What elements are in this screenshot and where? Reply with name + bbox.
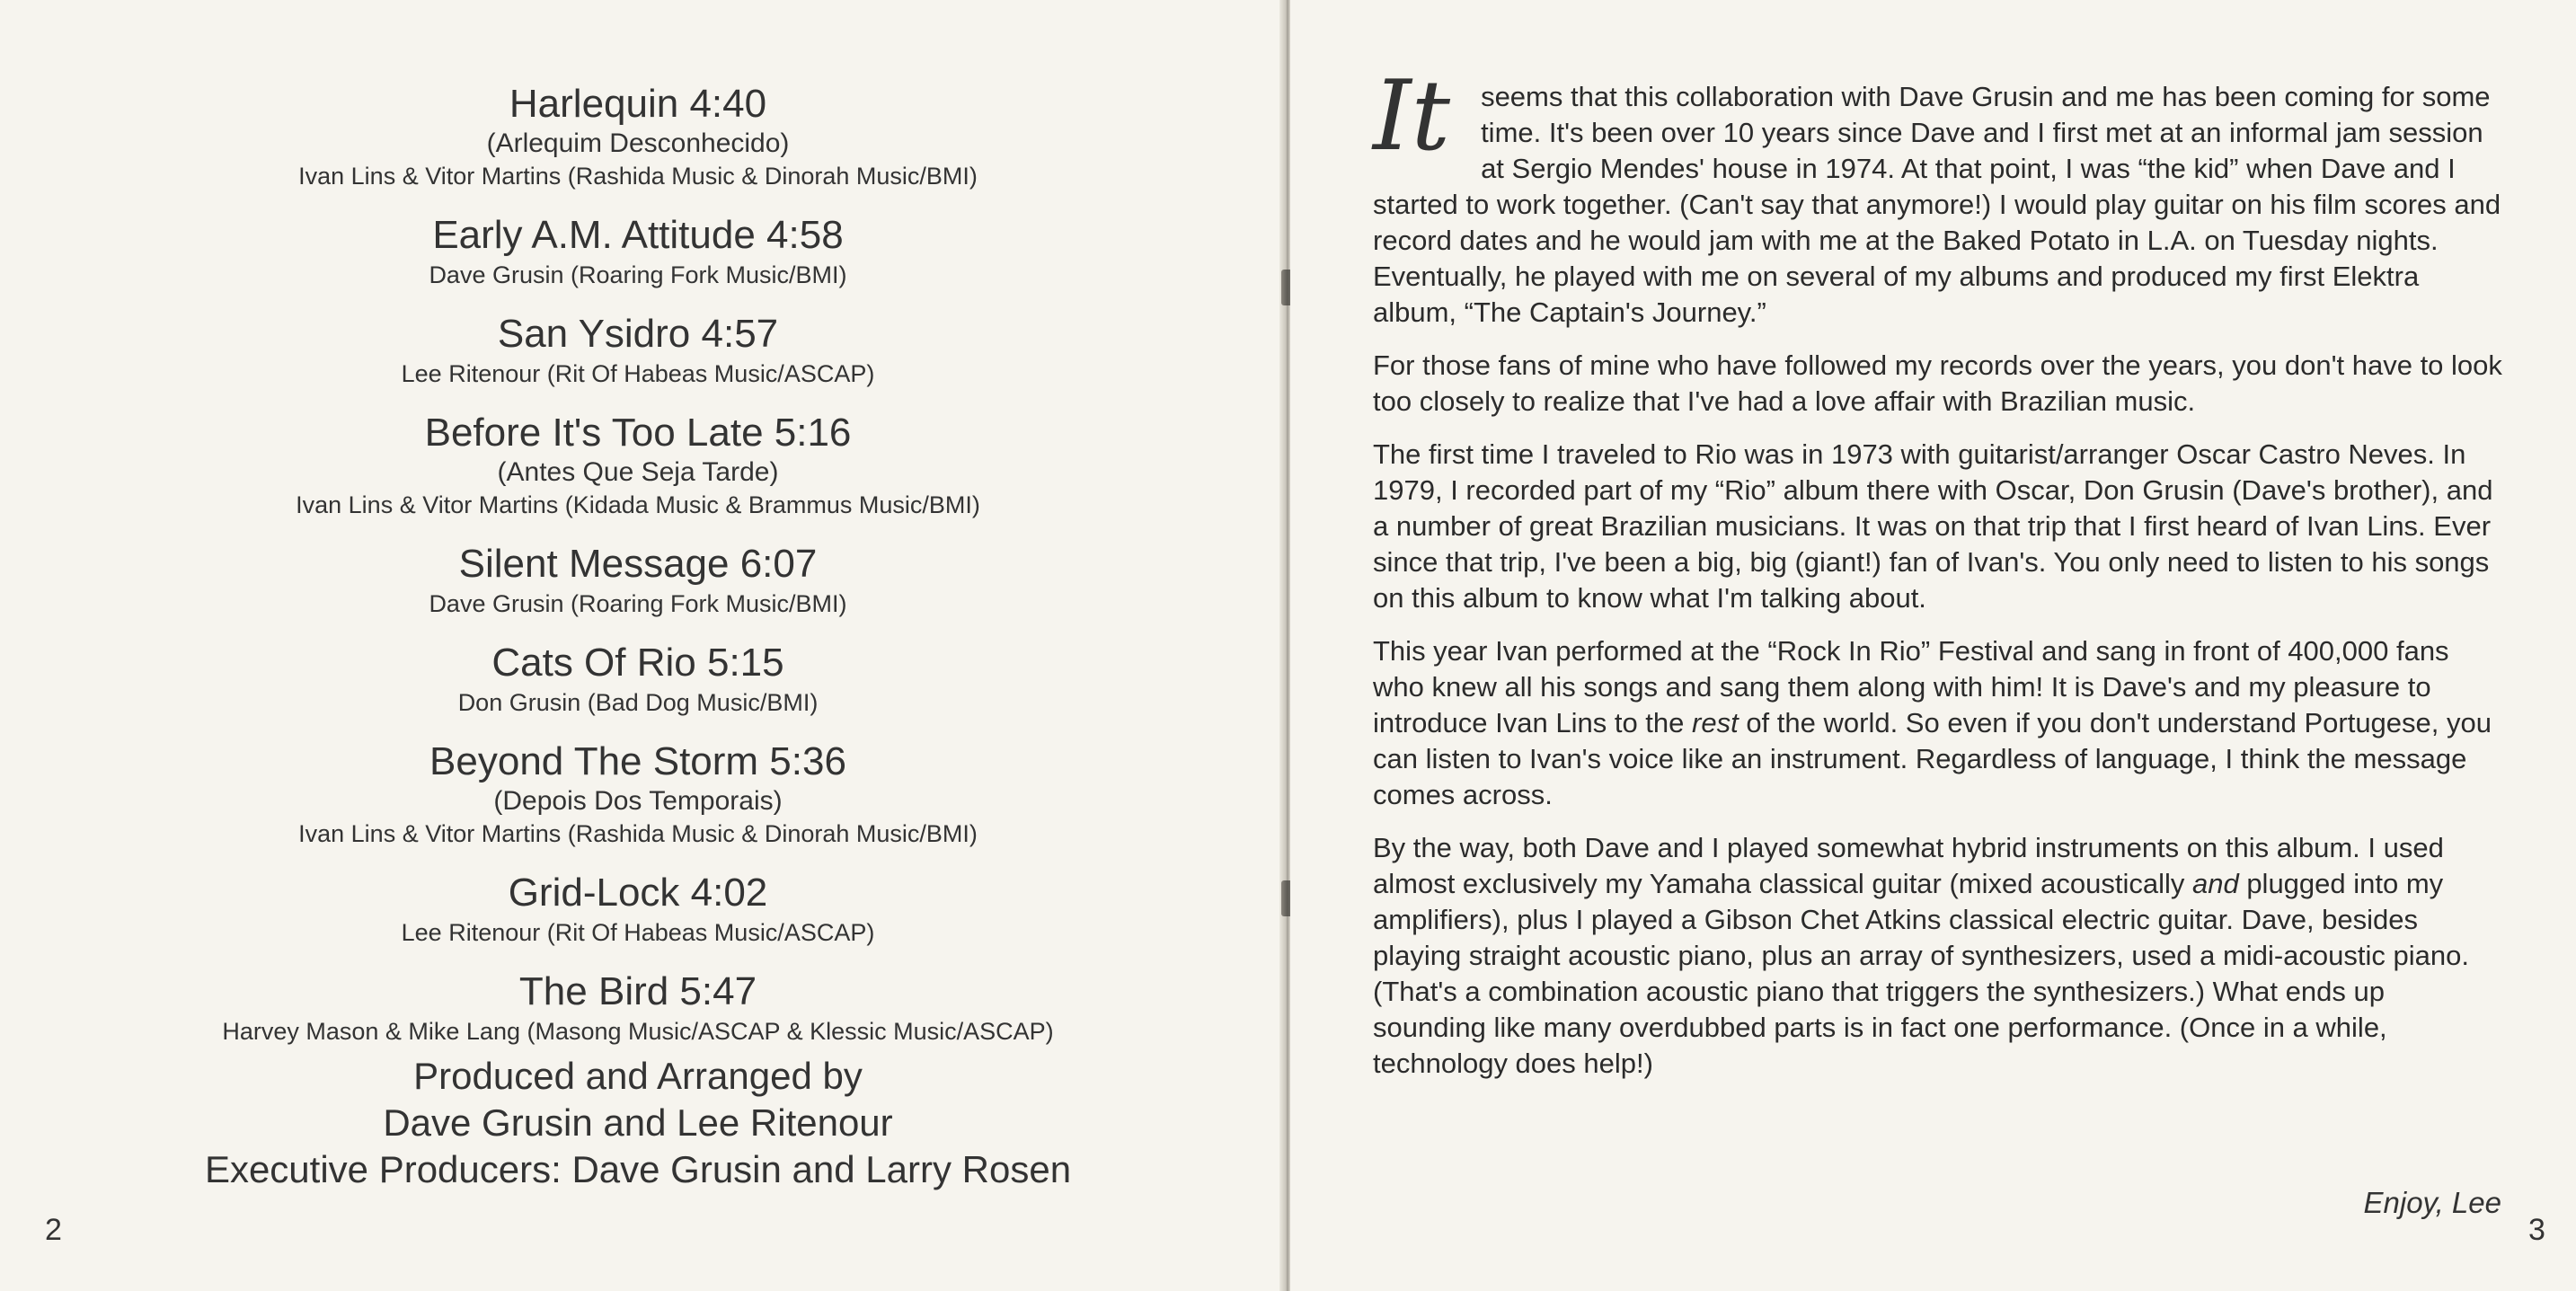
producers-names: Dave Grusin and Lee Ritenour <box>383 1101 893 1144</box>
track-title: Silent Message 6:07 <box>458 542 818 586</box>
track-item <box>171 541 1105 620</box>
track-title: Beyond The Storm 5:36 <box>429 739 846 783</box>
emphasis-text: and <box>2191 868 2239 899</box>
track-credit: Lee Ritenour (Rit Of Habeas Music/ASCAP) <box>401 919 875 946</box>
track-item <box>171 968 1105 1048</box>
track-alt-title: (Antes Que Seja Tarde) <box>497 457 779 487</box>
paragraph-text: of the world. So even if you don't understand Portugese, you can listen to Ivan's voice like an instrument. Regardless of language, I think the message comes across. <box>1373 707 2492 810</box>
paragraph-1 <box>1373 60 2505 331</box>
track-credit: Lee Ritenour (Rit Of Habeas Music/ASCAP) <box>401 360 875 387</box>
produced-by-line: Produced and Arranged by <box>413 1055 863 1097</box>
signoff: Enjoy, Lee <box>2363 1186 2501 1219</box>
track-alt-title: (Depois Dos Temporais) <box>493 786 783 816</box>
paragraph-2: For those fans of mine who have followed my records over the years, you don't have to look too closely to realize that I've had a love affair with Brazilian music. <box>1373 349 2502 417</box>
track-credit: Ivan Lins & Vitor Martins (Rashida Music & Dinorah Music/BMI) <box>298 820 978 847</box>
track-credit: Ivan Lins & Vitor Martins (Rashida Music & Dinorah Music/BMI) <box>298 163 978 190</box>
track-item <box>171 640 1105 719</box>
paragraph-5 <box>1373 830 2505 1082</box>
track-item <box>171 81 1105 192</box>
track-title: Early A.M. Attitude 4:58 <box>432 213 844 257</box>
track-credit: Harvey Mason & Mike Lang (Masong Music/ASCAP & Klessic Music/ASCAP) <box>222 1018 1054 1045</box>
production-credits <box>171 1053 1105 1193</box>
liner-notes-letter <box>1373 60 2505 1099</box>
executive-producers: Executive Producers: Dave Grusin and Larry Rosen <box>204 1148 1072 1190</box>
track-title: Grid-Lock 4:02 <box>508 871 768 915</box>
paragraph-text: seems that this collaboration with Dave Grusin and me has been coming for some time. It's been over 10 years since Dave and I first met at an informal jam session at Sergio Mendes' house in 1974. At that point, I was “the kid” when Dave and I started to work together. (Can't say that anymore!) I would play guitar on his film scores and record dates and he would jam with me at the Baked Potato in L.A. on Tuesday nights. Eventually, he played with me on several of my albums and produced my first Elektra album, “The Captain's Journey.” <box>1373 81 2501 328</box>
track-title: Before It's Too Late 5:16 <box>424 411 852 455</box>
track-item <box>171 870 1105 949</box>
track-alt-title: (Arlequim Desconhecido) <box>486 128 790 158</box>
emphasis-text: rest <box>1692 707 1739 738</box>
track-item <box>171 410 1105 521</box>
track-item <box>171 212 1105 291</box>
paragraph-text: By the way, both Dave and I played somewhat hybrid instruments on this album. I used almost exclusively my Yamaha classical guitar (mixed acoustically <box>1373 832 2444 899</box>
track-item <box>171 311 1105 390</box>
paragraph-3: The first time I traveled to Rio was in 1973 with guitarist/arranger Oscar Castro Neves. In 1979, I recorded part of my “Rio” album there with Oscar, Don Grusin (Dave's brother), and a number of great Brazilian musicians. It was on that trip that I first heard of Ivan Lins. Ever since that trip, I've been a big, big (giant!) fan of Ivan's. You only need to listen to his songs on this album to know what I'm talking about. <box>1373 438 2493 614</box>
paragraph-text: plugged into my amplifiers), plus I played a Gibson Chet Atkins classical electric guitar. Dave, besides playing straight acoustic piano, plus an array of synthesizers, used a midi-acoustic piano. (That's a combination acoustic piano that triggers the synthesizers.) What ends up sounding like many overdubbed parts is in fact one performance. (Once in a while, technology does help!) <box>1373 868 2469 1079</box>
page-number-right: 3 <box>2528 1213 2545 1247</box>
track-credit: Dave Grusin (Roaring Fork Music/BMI) <box>429 590 847 617</box>
track-title: The Bird 5:47 <box>518 969 757 1013</box>
track-title: Harlequin 4:40 <box>509 82 767 126</box>
paragraph-text: This year Ivan performed at the “Rock In Rio” Festival and sang in front of 400,000 fans who knew all his songs and sang them along with him! It is Dave's and my pleasure to introduce Ivan Lins to the <box>1373 635 2449 738</box>
track-title: Cats Of Rio 5:15 <box>491 641 784 685</box>
track-title: San Ysidro 4:57 <box>497 312 779 356</box>
track-item <box>171 738 1105 850</box>
tracklist <box>171 81 1105 1067</box>
page-number-left: 2 <box>45 1213 62 1247</box>
left-page <box>0 0 1285 1291</box>
paragraph-4 <box>1373 633 2505 813</box>
track-credit: Dave Grusin (Roaring Fork Music/BMI) <box>429 261 847 288</box>
drop-cap: It <box>1373 60 1451 172</box>
track-credit: Ivan Lins & Vitor Martins (Kidada Music & Brammus Music/BMI) <box>296 491 980 518</box>
track-credit: Don Grusin (Bad Dog Music/BMI) <box>457 689 819 716</box>
